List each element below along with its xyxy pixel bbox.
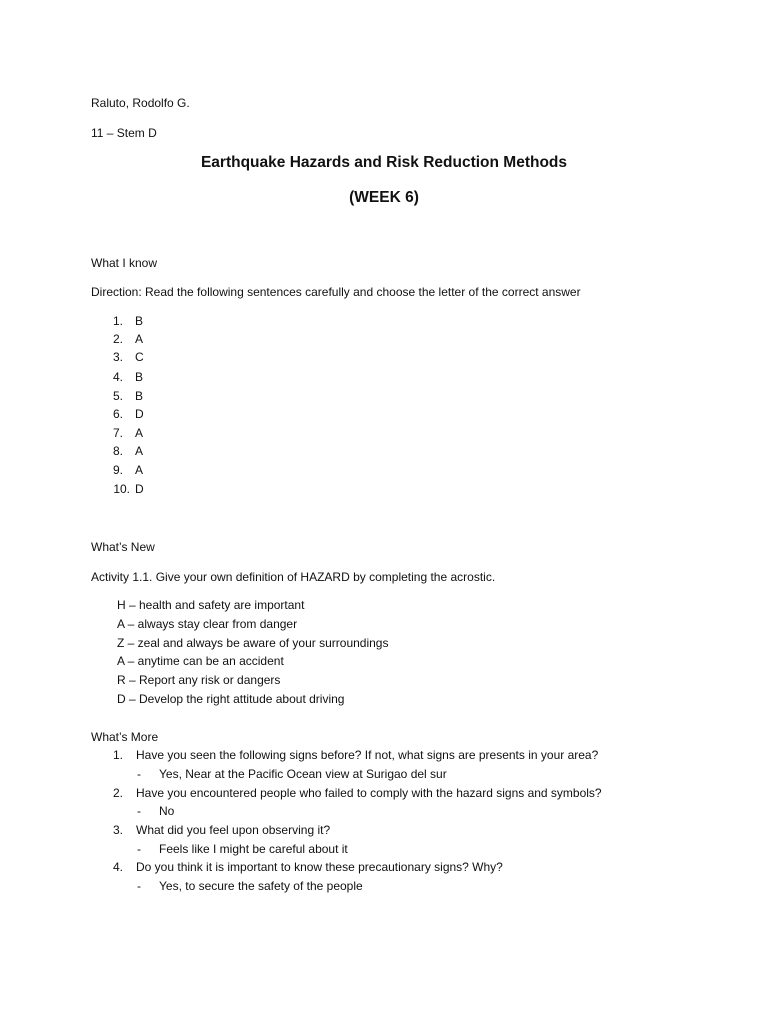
list-item-number: 7. bbox=[112, 426, 123, 440]
answer-text: Yes, Near at the Pacific Ocean view at Surigao del sur bbox=[159, 767, 447, 781]
direction-text: Direction: Read the following sentences carefully and choose the letter of the correct answer bbox=[91, 285, 581, 299]
question-text: Have you encountered people who failed to comply with the hazard signs and symbols? bbox=[136, 786, 602, 800]
list-item-answer: D bbox=[135, 482, 144, 496]
list-item-answer: A bbox=[135, 444, 144, 458]
answer-dash: - bbox=[137, 879, 141, 893]
section-heading-what-i-know: What I know bbox=[91, 256, 158, 270]
list-item-answer: B bbox=[135, 314, 144, 328]
list-item-answer: D bbox=[135, 407, 144, 421]
list-item-number: 4. bbox=[112, 370, 123, 384]
section-heading-whats-new: What’s New bbox=[91, 540, 155, 554]
list-item-answer: A bbox=[135, 332, 144, 346]
list-item-number: 9. bbox=[112, 463, 123, 477]
acrostic-line: A – always stay clear from danger bbox=[117, 617, 298, 631]
list-item-answer: A bbox=[135, 463, 144, 477]
acrostic-line: A – anytime can be an accident bbox=[117, 654, 284, 668]
student-section: 11 – Stem D bbox=[91, 126, 157, 140]
list-item-number: 8. bbox=[112, 444, 123, 458]
list-item-answer: B bbox=[135, 370, 144, 384]
acrostic-line: Z – zeal and always be aware of your surroundings bbox=[117, 636, 389, 650]
acrostic-line: D – Develop the right attitude about driving bbox=[117, 692, 345, 706]
list-item-number: 2. bbox=[112, 332, 123, 346]
activity-text: Activity 1.1. Give your own definition of HAZARD by completing the acrostic. bbox=[91, 570, 496, 584]
answer-dash: - bbox=[137, 842, 141, 856]
question-text: Do you think it is important to know these precautionary signs? Why? bbox=[136, 860, 503, 874]
list-item-answer: B bbox=[135, 389, 144, 403]
section-heading-whats-more: What’s More bbox=[91, 730, 159, 744]
answer-text: Feels like I might be careful about it bbox=[159, 842, 348, 856]
list-item-number: 6. bbox=[112, 407, 123, 421]
list-item-answer: A bbox=[135, 426, 144, 440]
answer-text: Yes, to secure the safety of the people bbox=[159, 879, 363, 893]
question-number: 3. bbox=[112, 823, 123, 837]
question-number: 4. bbox=[112, 860, 123, 874]
list-item-number: 3. bbox=[112, 350, 123, 364]
student-name: Raluto, Rodolfo G. bbox=[91, 96, 190, 110]
document-subtitle: (WEEK 6) bbox=[349, 189, 419, 206]
list-item-number: 1. bbox=[112, 314, 123, 328]
list-item-answer: C bbox=[135, 350, 144, 364]
document-title: Earthquake Hazards and Risk Reduction Methods bbox=[200, 154, 568, 171]
acrostic-line: H – health and safety are important bbox=[117, 598, 305, 612]
answer-dash: - bbox=[137, 767, 141, 781]
list-item-number: 10. bbox=[113, 482, 130, 496]
question-text: What did you feel upon observing it? bbox=[136, 823, 331, 837]
question-number: 2. bbox=[112, 786, 123, 800]
acrostic-line: R – Report any risk or dangers bbox=[117, 673, 281, 687]
list-item-number: 5. bbox=[112, 389, 123, 403]
answer-text: No bbox=[159, 804, 175, 818]
question-number: 1. bbox=[112, 748, 123, 762]
answer-dash: - bbox=[137, 804, 141, 818]
question-text: Have you seen the following signs before? If not, what signs are presents in your area? bbox=[136, 748, 599, 762]
